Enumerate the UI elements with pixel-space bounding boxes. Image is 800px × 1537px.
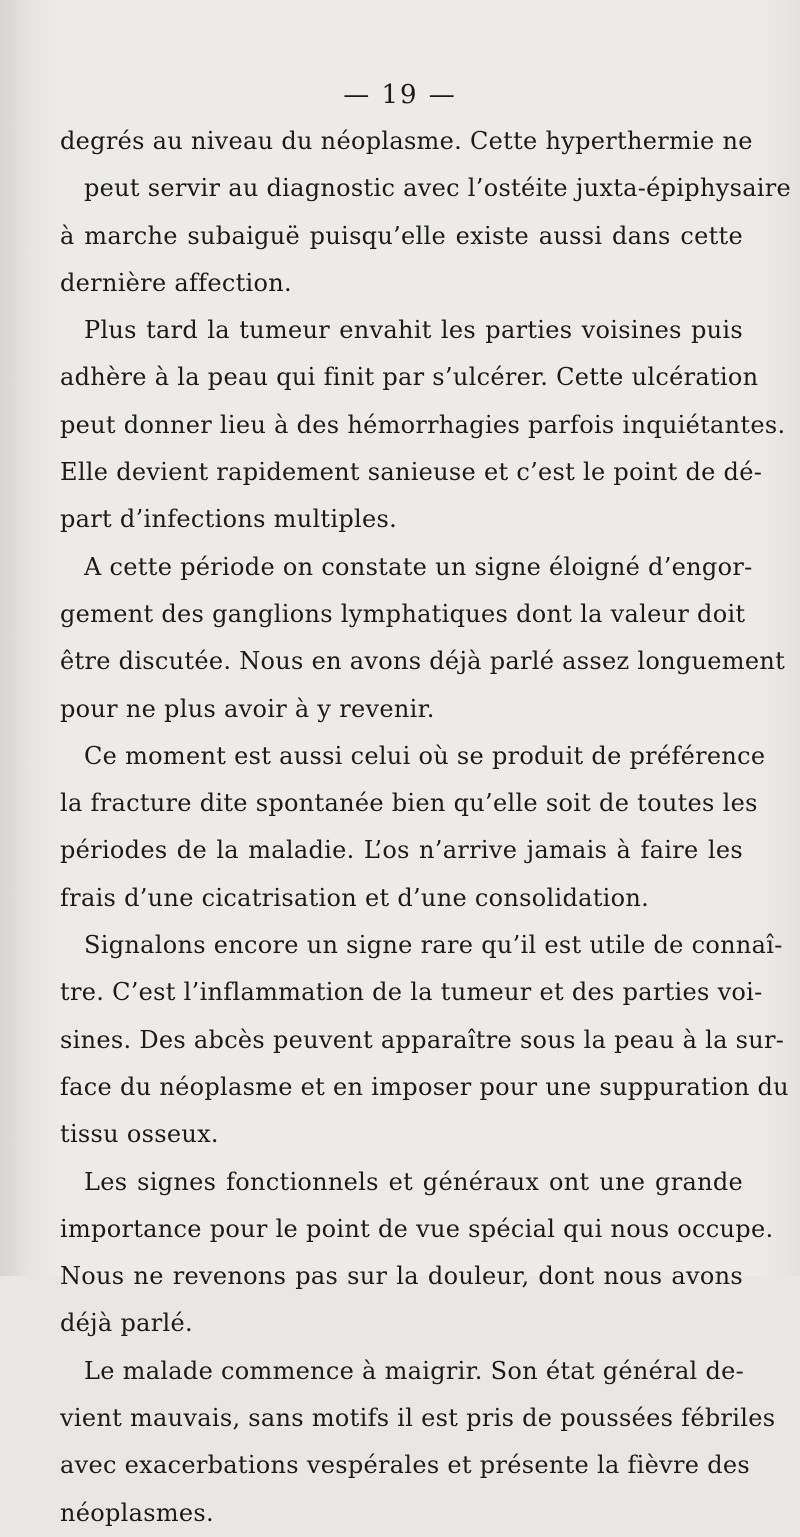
text-line: néoplasmes. <box>60 1498 214 1527</box>
text-line: Les signes fonctionnels et généraux ont une grande <box>84 1167 743 1196</box>
text-line: gement des ganglions lymphatiques dont la valeur doit <box>60 599 746 628</box>
text-line: tre. C’est l’inflammation de la tumeur et des parties voi- <box>60 978 763 1007</box>
text-line: Plus tard la tumeur envahit les parties voisines puis <box>84 316 743 345</box>
text-line: part d’infections multiples. <box>60 505 398 534</box>
text-line: adhère à la peau qui finit par s’ulcérer. Cette ulcération <box>60 363 759 392</box>
text-line: tissu osseux. <box>60 1120 219 1149</box>
text-line: Ce moment est aussi celui où se produit de préférence <box>84 741 766 770</box>
text-line: la fracture dite spontanée bien qu’elle soit de toutes les <box>60 789 758 818</box>
text-line: être discutée. Nous en avons déjà parlé assez longuement <box>60 647 786 676</box>
page-number: — 19 — <box>343 80 457 110</box>
text-line: périodes de la maladie. L’os n’arrive jamais à faire les <box>60 836 743 865</box>
text-line: importance pour le point de vue spécial qui nous occupe. <box>60 1214 774 1243</box>
text-line: déjà parlé. <box>60 1309 193 1338</box>
body-text <box>60 118 792 1537</box>
text-line: A cette période on constate un signe éloigné d’engor- <box>84 552 753 581</box>
text-line: sines. Des abcès peuvent apparaître sous la peau à la sur- <box>60 1025 785 1054</box>
text-line: frais d’une cicatrisation et d’une consolidation. <box>60 883 650 912</box>
text-line: avec exacerbations vespérales et présente la fièvre des <box>60 1451 750 1480</box>
text-line: face du néoplasme et en imposer pour une suppuration du <box>60 1072 789 1101</box>
text-line: dernière affection. <box>60 268 292 297</box>
text-line: Elle devient rapidement sanieuse et c’est le point de dé- <box>60 458 763 487</box>
text-line: vient mauvais, sans motifs il est pris de poussées fébriles <box>60 1404 776 1433</box>
text-line: Nous ne revenons pas sur la douleur, dont nous avons <box>60 1262 743 1291</box>
text-line: degrés au niveau du néoplasme. Cette hyperthermie ne <box>60 127 753 155</box>
text-line: à marche subaiguë puisqu’elle existe aussi dans cette <box>60 221 743 250</box>
text-line: pour ne plus avoir à y revenir. <box>60 694 435 723</box>
text-line: Signalons encore un signe rare qu’il est utile de connaî- <box>84 931 783 960</box>
text-line: peut servir au diagnostic avec l’ostéite juxta-épiphysaire <box>84 174 792 203</box>
text-line: Le malade commence à maigrir. Son état général de- <box>84 1356 745 1385</box>
text-line: peut donner lieu à des hémorrhagies parfois inquiétantes. <box>60 410 786 439</box>
